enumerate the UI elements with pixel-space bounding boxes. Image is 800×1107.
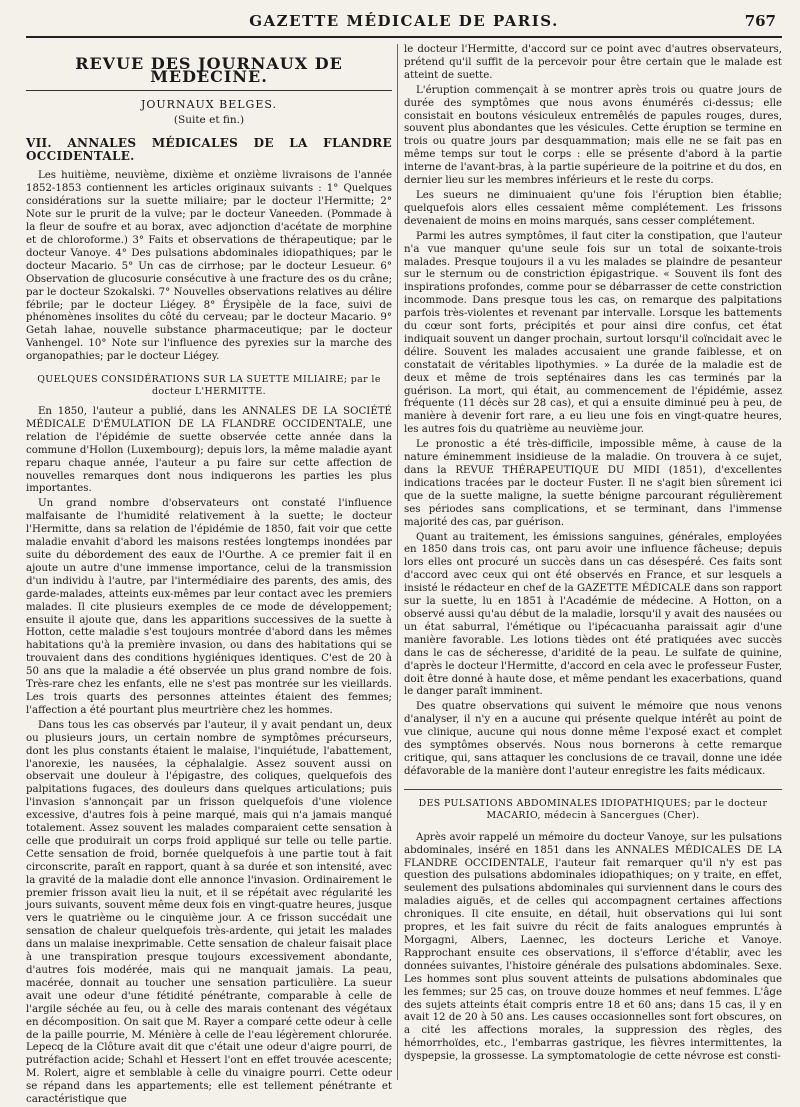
article-subhead: DES PULSATIONS ABDOMINALES IDIOPATHIQUES; par le docteur MACARIO, médecin à Sancergues (Cher). (418, 797, 768, 821)
paragraph: L'éruption commençait à se montrer après trois ou quatre jours de durée des symptômes que nous avons énumérés ci-dessus; elle consistait en boutons vésiculeux entremêlés de papules rouges, dures, souvent plus abondantes que les vésicules. Cette éruption se termine en trois ou quatre jours par desquammation; mais elle ne se fait pas en même temps sur tout le corps : elle se présente d'abord à la partie interne de l'avant-bras, à la partie supérieure de la poitrine et du dos, en dernier lieu sur les membres inférieurs et le reste du corps. (404, 84, 782, 187)
header-rule (26, 36, 782, 38)
article-subhead: QUELQUES CONSIDÉRATIONS SUR LA SUETTE MILIAIRE; par le docteur L'HERMITTE. (37, 374, 381, 398)
page-number: 767 (744, 12, 776, 30)
section-title: VII. ANNALES MÉDICALES DE LA FLANDRE OCCIDENTALE. (26, 135, 392, 163)
paragraph: Des quatre observations qui suivent le mémoire que nous venons d'analyser, il n'y en a aucune qui présente quelque intérêt au point de vue clinique, aucune qui nous donne même l'exposé exact et complet des symptômes observés. Nous nous bornerons à cette remarque critique, qui, sans attaquer les conclusions de ce travail, donne une idée défavorable de la manière dont l'auteur enregistre les faits médicaux. (404, 701, 782, 777)
paragraph: En 1850, l'auteur a publié, dans les ANNALES DE LA SOCIÉTÉ MÉDICALE D'ÉMULATION DE LA FLANDRE OCCIDENTALE, une relation de l'épidémie de suette observée cette année dans la commune d'Hollon (Luxembourg); depuis lors, la même maladie ayant reparu chaque année, l'auteur a pu faire sur cette affection de nouvelles remarques dont nous indiquerons les parties les plus importantes. (26, 406, 392, 495)
paragraph: Un grand nombre d'observateurs ont constaté l'influence malfaisante de l'humidité relativement à la suette; le docteur l'Hermitte, dans sa relation de l'épidémie de 1850, fait voir que cette maladie envahit d'abord les maisons restées longtemps inondées par suite du débordement des eaux de l'Ourthe. A ce premier fait il en ajoute un autre d'une immense importance, celui de la transmission d'un individu à l'autre, par l'intermédiaire des parents, des amis, des garde-malades, atteints eux-mêmes par leur contact avec les premiers malades. Il cite plusieurs exemples de ce mode de développement; ensuite il ajoute que, dans les apparitions successives de la suette à Hotton, cette maladie s'est toujours montrée d'abord dans les mêmes habitations qu'à la première invasion, ou dans des habitations qui se trouvaient dans des conditions hygiéniques identiques. C'est de 20 à 50 ans que la maladie a été observée un plus grand nombre de fois. Très-rare chez les enfants, elle ne s'est pas montrée sur les vieillards. Les trois quarts des personnes atteintes étaient des femmes; l'affection a été pourtant plus meurtrière chez les hommes. (26, 498, 392, 716)
paragraph: le docteur l'Hermitte, d'accord sur ce point avec d'autres observateurs, prétend qu'il suffit de la percevoir pour être certain que le malade est atteint de suette. (404, 44, 782, 81)
paragraph: Quant au traitement, les émissions sanguines, générales, employées en 1850 dans trois cas, ont paru avoir une influence fâcheuse; depuis lors elles ont procuré un succès dans un cas désespéré. Ces faits sont d'accord avec ceux qui ont été observés en France, et sur lesquels a insisté le rédacteur en chef de la GAZETTE MÉDICALE dans son rapport sur la suette, lu en 1851 à l'Académie de médecine. A Hotton, on a observé aussi qu'au début de la maladie, lorsqu'il y avait des nausées ou un état saburral, l'émétique ou l'ipécacuanha paraissait agir d'une manière favorable. Les lotions tièdes ont été pratiquées avec succès dans le cas de sécheresse, d'aridité de la peau. Le sulfate de quinine, d'après le docteur l'Hermitte, d'accord en cela avec le professeur Fuster, doit être donné à haute dose, et même pendant les exacerbations, quand le danger paraît imminent. (404, 531, 782, 698)
paragraph: Après avoir rappelé un mémoire du docteur Vanoye, sur les pulsations abdominales, inséré en 1851 dans les ANNALES MÉDICALES DE LA FLANDRE OCCIDENTALE, l'auteur fait remarquer qu'il n'y est pas question des pulsations abdominales idiopathiques; on y traite, en effet, seulement des pulsations abdominales qui surviennent dans le cours des maladies aiguës, et de celles qui accompagnent certaines affections chroniques. Il cite ensuite, en détail, huit observations qui lui sont propres, et les fait suivre du récit de faits analogues empruntés à Morgagni, Albers, Laennec, les docteurs Leriche et Vanoye. Rapprochant ensuite ces observations, il s'efforce d'établir, avec les données suivantes, l'histoire générale des pulsations abdominales. Sexe. Les hommes sont plus souvent atteints de pulsations abdominales que les femmes; sur 25 cas, on trouve douze hommes et neuf femmes. L'âge des sujets atteints était compris entre 18 et 60 ans; dans 15 cas, il y en avait 12 de 20 à 50 ans. Les causes occasionnelles sont fort obscures, on a cité les affections morales, la suppression des règles, des hémorrhoïdes, etc., l'embarras gastrique, les fièvres intermittentes, la dyspepsie, la grossesse. La symptomatologie de cette névrose est consti- (404, 831, 782, 1063)
left-column (26, 46, 392, 1106)
column-divider (397, 44, 398, 1080)
paragraph: Le pronostic a été très-difficile, impossible même, à cause de la nature éminemment insidieuse de la maladie. On trouvera à ce sujet, dans la REVUE THÉRAPEUTIQUE DU MIDI (1851), d'excellentes indications tracées par le docteur Fuster. Il ne s'agit bien sûrement ici que de la suette maligne, la suette bénigne parcourant régulièrement ses périodes sans complications, et se terminant, dans l'immense majorité des cas, par guérison. (404, 439, 782, 528)
paragraph: Dans tous les cas observés par l'auteur, il y avait pendant un, deux ou plusieurs jours, un certain nombre de symptômes précurseurs, dont les plus constants étaient le malaise, l'inquiétude, l'abattement, l'anorexie, les nausées, la céphalalgie. Assez souvent aussi on observait une douleur à l'épigastre, des coliques, quelquefois des palpitations fugaces, des douleurs dans quelques articulations; puis l'invasion s'annonçait par un frisson quelquefois d'une violence excessive, d'autres fois à peine marqué, mais qui n'a jamais manqué totalement. Assez souvent les malades comparaient cette sensation à celle que produirait un corps froid appliqué sur telle ou telle partie. Cette sensation de froid, bornée quelquefois à une partie tout à fait circonscrite, paraît en rapport, quant à sa durée et son intensité, avec la gravité de la maladie dont elle annonce l'invasion. Ordinairement le premier frisson avait lieu la nuit, et il se répétait avec régularité les jours suivants, souvent même deux fois en vingt-quatre heures, jusque vers le quatrième ou le cinquième jour. A ce frisson succédait une sensation de chaleur quelquefois très-ardente, qui jetait les malades dans un malaise inexprimable. Cette sensation de chaleur faisait place à une transpiration presque toujours excessivement abondante, d'autres fois modérée, mais qui ne manquait jamais. La peau, macérée, donnait au toucher une sensation particulière. La sueur avait une odeur d'une fétidité pénétrante, comparable à celle de l'argile séchée au feu, ou à celle des marais contenant des végétaux en décomposition. On sait que M. Rayer a comparé cette odeur à celle de la paille pourrie, M. Ménière à celle de l'eau légèrement chlorurée. Lepecq de la Clôture avait dit que c'était une odeur d'aigre pourri, de putréfaction acide; Schahl et Hessert l'ont en effet trouvée acescente; M. Rolert, aigre et semblable à celle du vinaigre pourri. Cette odeur se répand dans les appartements; elle est tellement pénétrante et caractéristique que (26, 719, 392, 1106)
journal-title: GAZETTE MÉDICALE DE PARIS. (249, 12, 559, 30)
paragraph: Les sueurs ne diminuaient qu'une fois l'éruption bien établie; quelquefois alors elles cessaient même complétement. Les frissons devenaient de moins en moins marqués, sans cesser complétement. (404, 189, 782, 227)
running-header (26, 10, 782, 34)
section-rule (404, 789, 782, 790)
paragraph: Parmi les autres symptômes, il faut citer la constipation, que l'auteur n'a vue manquer qu'une seule fois sur un total de soixante-trois malades. Presque toujours il a vu les malades se plaindre de pesanteur sur le sternum ou de constriction épigastrique. « Souvent ils font des inspirations profondes, comme pour se débarrasser de cette constriction incommode. Dans presque tous les cas, on remarque des palpitations parfois très-violentes et revenant par intervalle. Lorsque les battements du cœur sont forts, précipités et pour ainsi dire confus, cet état indiquait souvent un danger prochain, surtout lorsqu'il coïncidait avec le délire. Souvent les malades accusaient une grande faiblesse, et on constatait de véritables lipothymies. » La durée de la maladie est de deux et même de trois septénaires dans les cas terminés par la guérison. La mort, qui était, au commencement de l'épidémie, assez fréquente (11 décès sur 28 cas), et qui a ensuite diminué peu à peu, de manière à devenir fort rare, a eu lieu une fois en vingt-quatre heures, les autres fois du quatrième au neuvième jour. (404, 230, 782, 436)
right-column (404, 44, 782, 1074)
revue-title: REVUE DES JOURNAUX DE MÉDECINE. (75, 54, 343, 86)
paragraph: Les huitième, neuvième, dixième et onzième livraisons de l'année 1852-1853 contiennent les articles originaux suivants : 1° Quelques considérations sur la suette miliaire; par le docteur l'Hermitte; 2° Note sur le prurit de la vulve; par le docteur Vaneeden. (Pommade à la fleur de soufre et au borax, avec adjonction d'acétate de morphine et de chloroforme.) 3° Faits et observations de thérapeutique; par le docteur Vanoye. 4° Des pulsations abdominales idiopathiques; par le docteur Macario. 5° Un cas de cirrhose; par le docteur Lesueur. 6° Observation de glucosurie consécutive à une fracture des os du crâne; par le docteur Szokalski. 7° Nouvelles observations relatives au délire fébrile; par le docteur Liégey. 8° Érysipèle de la face, suivi de phénomènes insolites du côté du cerveau; par le docteur Macario. 9° Getah lahae, nouvelle substance pharmaceutique; par le docteur Vanhengel. 10° Note sur l'influence des pyrexies sur la marche des organopathies; par le docteur Liégey. (26, 170, 392, 363)
continuation-note: (Suite et fin.) (173, 113, 245, 126)
subtitle: JOURNAUX BELGES. (140, 97, 278, 111)
title-rule (26, 90, 392, 91)
